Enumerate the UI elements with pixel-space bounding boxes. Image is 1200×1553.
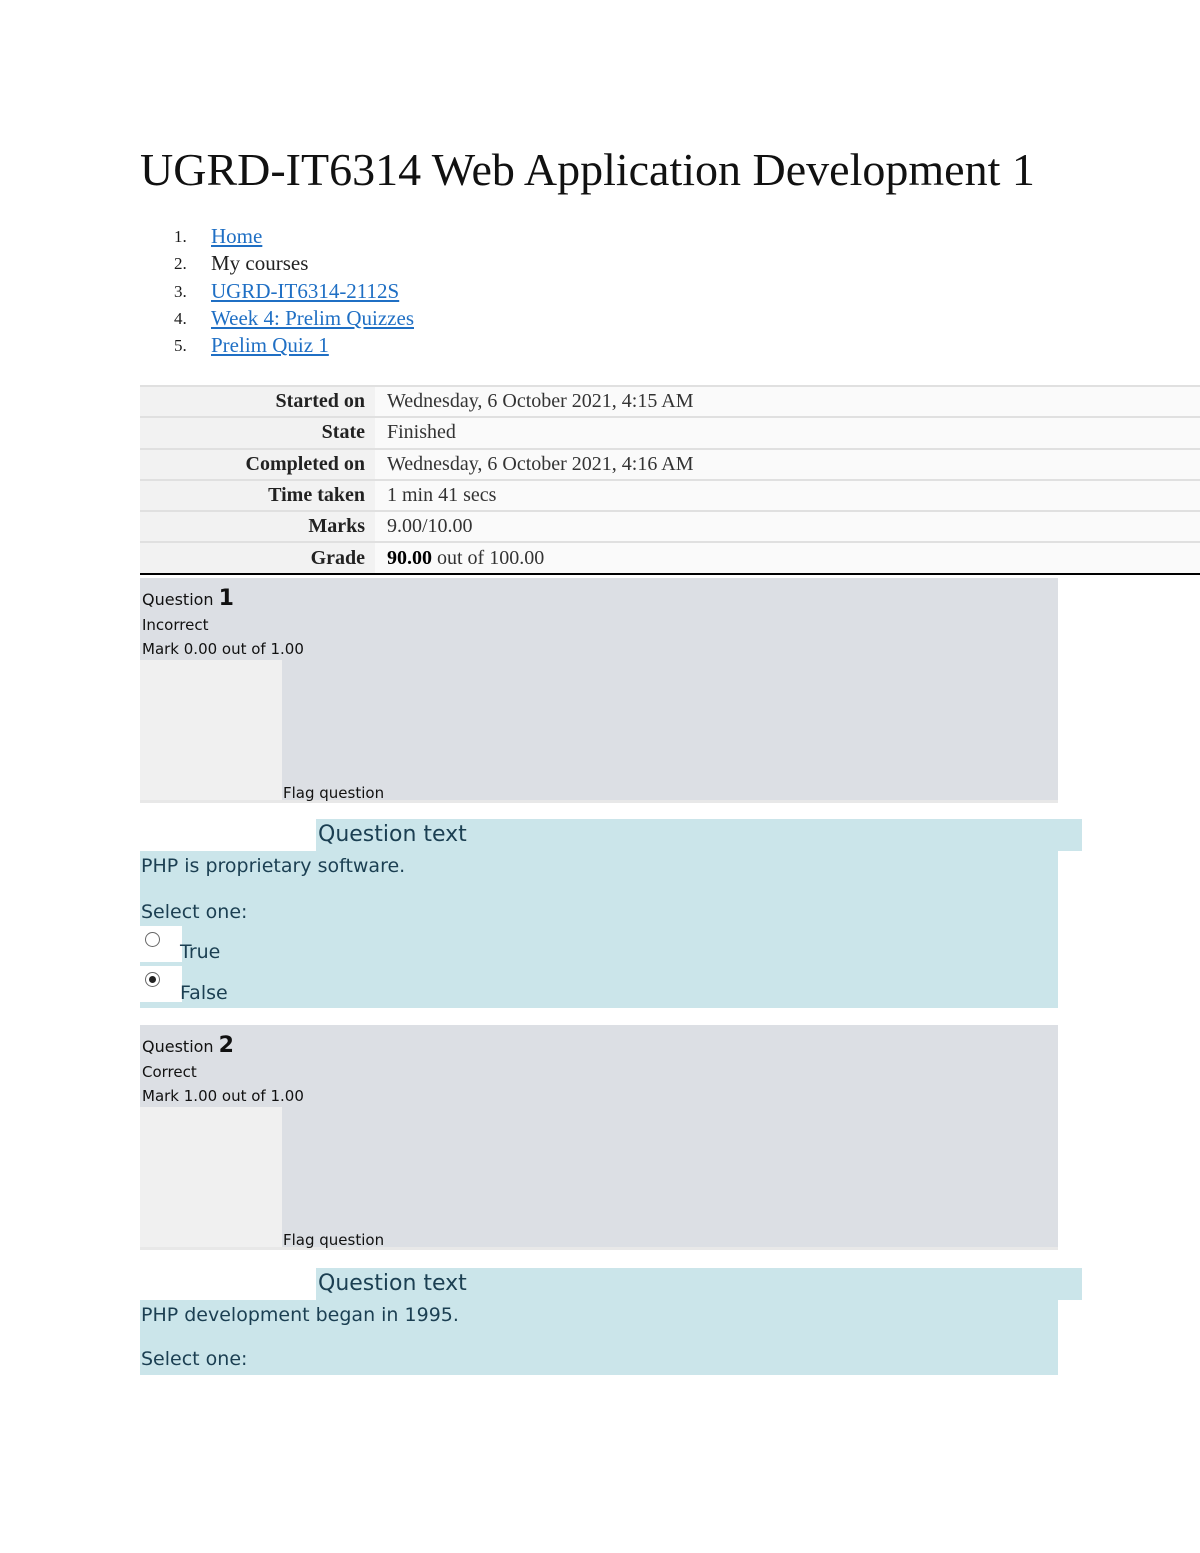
question-label: Question [142,1037,214,1056]
summary-label: Completed on [140,449,375,480]
question-info-2 [140,1025,1058,1250]
select-one-label: Select one: [141,1348,248,1370]
breadcrumb-item [140,278,414,305]
breadcrumb-item [140,305,414,332]
page-title: UGRD-IT6314 Web Application Development 1 [140,144,1035,195]
breadcrumb-item [140,250,414,277]
summary-label: Grade [140,542,375,573]
grade-value: 90.00 [387,546,432,569]
breadcrumb-link-home[interactable]: Home [211,224,263,248]
option-label-false[interactable]: False [180,982,228,1004]
option-label-true[interactable]: True [180,941,221,963]
breadcrumb-number: 3. [174,281,187,301]
question-mark: Mark 1.00 out of 1.00 [142,1087,304,1105]
question-number [142,586,234,611]
question-info-1 [140,578,1058,803]
question-state: Correct [142,1063,197,1081]
quiz-summary-table [140,385,1200,575]
summary-value: Wednesday, 6 October 2021, 4:15 AM [375,386,1200,417]
option-false[interactable] [140,966,182,1002]
question-text-heading: Question text [316,819,1082,851]
question-mark: Mark 0.00 out of 1.00 [142,640,304,658]
breadcrumb-item [140,332,414,359]
question-text: PHP development began in 1995. [141,1304,459,1326]
question-content-1 [140,851,1058,1008]
summary-value: Wednesday, 6 October 2021, 4:16 AM [375,449,1200,480]
flag-question-link[interactable]: Flag question [283,784,385,802]
summary-value: Finished [375,417,1200,448]
breadcrumb [140,223,414,359]
breadcrumb-item [140,223,414,250]
question-label: Question [142,590,214,609]
flag-placeholder [140,1107,282,1247]
summary-row-grade [140,542,1200,573]
summary-row-state [140,417,1200,448]
breadcrumb-number: 1. [174,227,187,246]
breadcrumb-link-quiz[interactable]: Prelim Quiz 1 [211,333,329,358]
summary-row-started [140,386,1200,417]
breadcrumb-number: 4. [174,308,187,328]
breadcrumb-link-course[interactable]: UGRD-IT6314-2112S [211,278,400,303]
option-true[interactable] [140,926,182,962]
summary-value: 9.00/10.00 [375,511,1200,542]
summary-row-completed [140,449,1200,480]
question-state: Incorrect [142,616,209,634]
breadcrumb-number: 5. [174,336,187,356]
question-content-2 [140,1300,1058,1375]
breadcrumb-link-week[interactable]: Week 4: Prelim Quizzes [211,305,414,330]
flag-placeholder [140,660,282,800]
radio-checked-icon[interactable] [145,972,160,987]
question-number [142,1033,234,1058]
question-number-value: 1 [218,586,234,611]
summary-value: 1 min 41 secs [375,480,1200,511]
summary-label: Marks [140,511,375,542]
select-one-label: Select one: [141,901,248,923]
breadcrumb-my-courses: My courses [211,251,309,276]
summary-row-time [140,480,1200,511]
summary-row-marks [140,511,1200,542]
question-text-heading: Question text [316,1268,1082,1300]
flag-question-link[interactable]: Flag question [283,1231,385,1249]
summary-label: Started on [140,386,375,417]
summary-label: Time taken [140,480,375,511]
summary-value [375,542,1200,573]
summary-label: State [140,417,375,448]
radio-unchecked-icon[interactable] [145,932,160,947]
question-number-value: 2 [218,1033,234,1058]
breadcrumb-number: 2. [174,254,187,274]
grade-out-of: out of 100.00 [437,546,545,569]
question-text: PHP is proprietary software. [141,855,406,877]
